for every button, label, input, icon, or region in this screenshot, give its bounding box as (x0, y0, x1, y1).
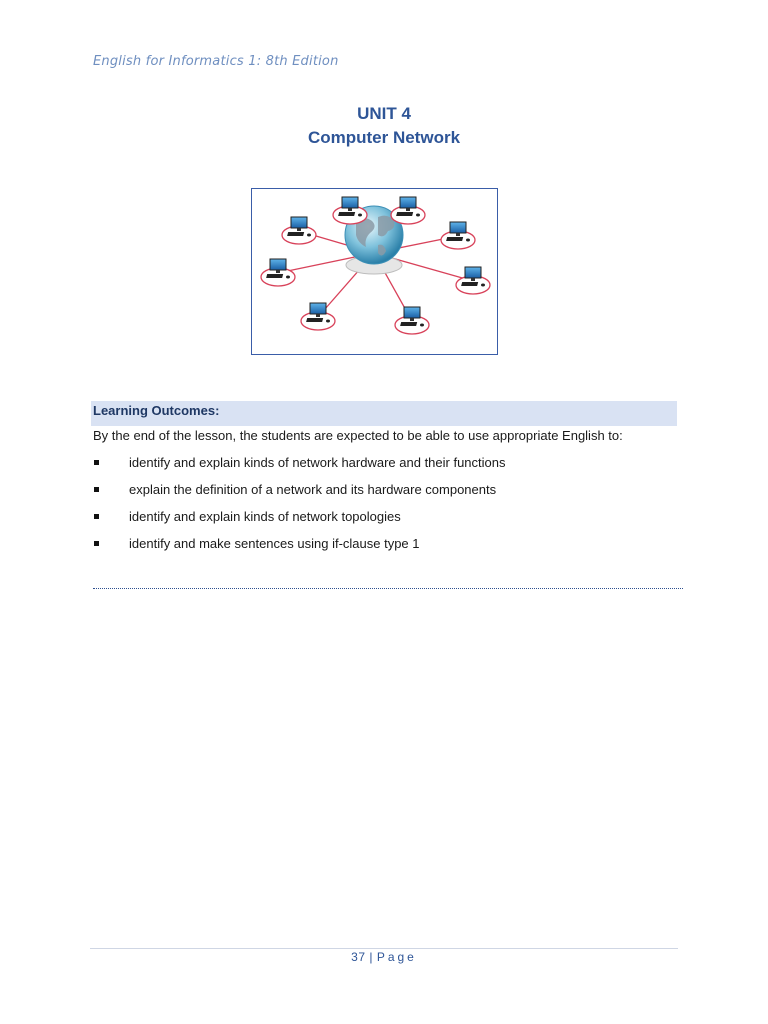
page-number: 37 (351, 950, 366, 964)
unit-number: UNIT 4 (357, 104, 411, 123)
outcome-text: identify and explain kinds of network topologies (129, 509, 401, 524)
running-header: English for Informatics 1: 8th Edition (93, 54, 339, 69)
outcome-text: explain the definition of a network and its hardware components (129, 482, 497, 497)
page-label: Page (376, 950, 417, 964)
footer-separator: | (369, 950, 373, 964)
footer-divider (90, 948, 678, 949)
unit-title: Computer Network (307, 128, 461, 147)
unit-heading (0, 102, 768, 150)
page-footer (0, 950, 768, 964)
learning-outcomes-intro: By the end of the lesson, the students are expected to be able to use appropriate English to: (93, 428, 623, 443)
section-divider (93, 588, 683, 589)
network-illustration (251, 188, 498, 355)
learning-outcomes-heading: Learning Outcomes: (91, 401, 677, 426)
outcome-text: identify and make sentences using if-clause type 1 (129, 536, 420, 551)
outcome-text: identify and explain kinds of network hardware and their functions (129, 455, 506, 470)
network-diagram-image (252, 189, 497, 354)
